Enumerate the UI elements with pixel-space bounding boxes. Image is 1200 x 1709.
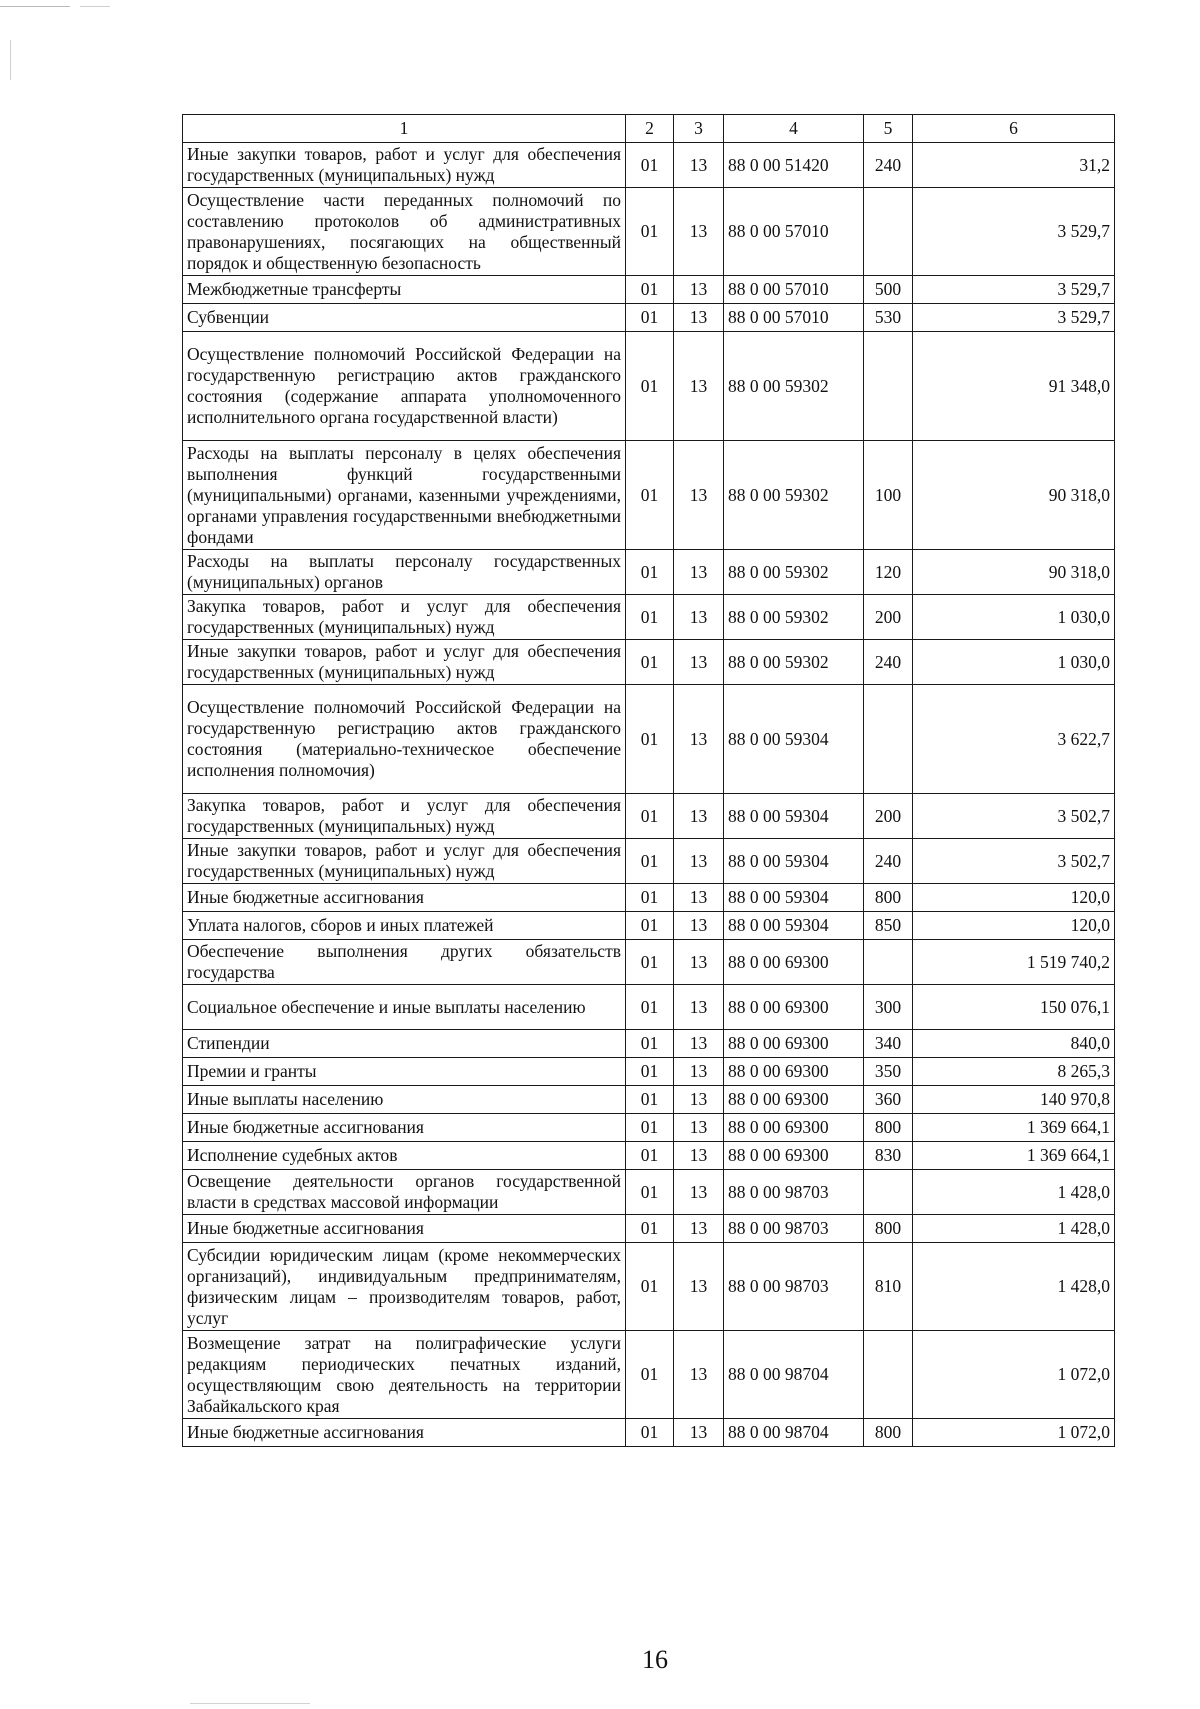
subsection-code: 13 — [674, 1086, 724, 1114]
subsection-code: 13 — [674, 1058, 724, 1086]
table-row — [183, 332, 1115, 441]
column-header: 6 — [913, 115, 1115, 143]
target-article: 88 0 00 98704 — [724, 1419, 864, 1447]
row-name: Иные закупки товаров, работ и услуг для обеспечения государственных (муниципальных) нужд — [183, 839, 626, 884]
row-name: Обеспечение выполнения других обязательств государства — [183, 940, 626, 985]
amount: 840,0 — [913, 1030, 1115, 1058]
section-code: 01 — [626, 1243, 674, 1331]
subsection-code: 13 — [674, 640, 724, 685]
expense-type: 240 — [864, 640, 913, 685]
row-name: Исполнение судебных актов — [183, 1142, 626, 1170]
target-article: 88 0 00 69300 — [724, 940, 864, 985]
target-article: 88 0 00 59302 — [724, 595, 864, 640]
amount: 1 030,0 — [913, 640, 1115, 685]
column-header: 3 — [674, 115, 724, 143]
amount: 1 072,0 — [913, 1419, 1115, 1447]
expense-type: 300 — [864, 985, 913, 1030]
table-row — [183, 550, 1115, 595]
expense-type: 340 — [864, 1030, 913, 1058]
scan-edge-mark — [190, 1703, 310, 1704]
expense-type: 500 — [864, 276, 913, 304]
target-article: 88 0 00 69300 — [724, 1114, 864, 1142]
table-row — [183, 1142, 1115, 1170]
expense-type: 800 — [864, 1215, 913, 1243]
subsection-code: 13 — [674, 685, 724, 794]
table-row — [183, 1114, 1115, 1142]
target-article: 88 0 00 59302 — [724, 332, 864, 441]
table-row — [183, 685, 1115, 794]
expense-type — [864, 685, 913, 794]
section-code: 01 — [626, 685, 674, 794]
row-name: Осуществление полномочий Российской Федерации на государственную регистрацию актов гражданского состояния (материально-техническое обеспечение исполнения полномочия) — [183, 685, 626, 794]
subsection-code: 13 — [674, 985, 724, 1030]
subsection-code: 13 — [674, 441, 724, 550]
section-code: 01 — [626, 441, 674, 550]
section-code: 01 — [626, 1419, 674, 1447]
target-article: 88 0 00 98704 — [724, 1331, 864, 1419]
table-row — [183, 1170, 1115, 1215]
page-number: 16 — [642, 1645, 668, 1674]
row-name: Осуществление полномочий Российской Федерации на государственную регистрацию актов гражданского состояния (содержание аппарата уполномоченного исполнительного органа государственной власти) — [183, 332, 626, 441]
section-code: 01 — [626, 794, 674, 839]
target-article: 88 0 00 69300 — [724, 1030, 864, 1058]
amount: 3 502,7 — [913, 839, 1115, 884]
section-code: 01 — [626, 884, 674, 912]
amount: 31,2 — [913, 143, 1115, 188]
row-name: Осуществление части переданных полномочий по составлению протоколов об административных правонарушениях, посягающих на общественный порядок и общественную безопасность — [183, 188, 626, 276]
section-code: 01 — [626, 839, 674, 884]
target-article: 88 0 00 59302 — [724, 550, 864, 595]
expense-type — [864, 940, 913, 985]
subsection-code: 13 — [674, 1114, 724, 1142]
table-row — [183, 985, 1115, 1030]
amount: 3 502,7 — [913, 794, 1115, 839]
row-name: Иные выплаты населению — [183, 1086, 626, 1114]
target-article: 88 0 00 98703 — [724, 1215, 864, 1243]
table-row — [183, 441, 1115, 550]
table-row — [183, 940, 1115, 985]
table-row — [183, 1331, 1115, 1419]
amount: 3 529,7 — [913, 188, 1115, 276]
expense-type: 530 — [864, 304, 913, 332]
expense-type: 360 — [864, 1086, 913, 1114]
expense-type: 240 — [864, 839, 913, 884]
target-article: 88 0 00 59304 — [724, 884, 864, 912]
table-row — [183, 276, 1115, 304]
target-article: 88 0 00 69300 — [724, 1142, 864, 1170]
section-code: 01 — [626, 595, 674, 640]
target-article: 88 0 00 59304 — [724, 794, 864, 839]
row-name: Иные бюджетные ассигнования — [183, 1114, 626, 1142]
row-name: Стипендии — [183, 1030, 626, 1058]
row-name: Иные бюджетные ассигнования — [183, 1215, 626, 1243]
section-code: 01 — [626, 304, 674, 332]
target-article: 88 0 00 69300 — [724, 985, 864, 1030]
expense-type: 200 — [864, 595, 913, 640]
subsection-code: 13 — [674, 276, 724, 304]
table-header-row — [183, 115, 1115, 143]
amount: 91 348,0 — [913, 332, 1115, 441]
expense-type: 800 — [864, 1419, 913, 1447]
column-header: 4 — [724, 115, 864, 143]
table-row — [183, 912, 1115, 940]
amount: 1 519 740,2 — [913, 940, 1115, 985]
row-name: Иные бюджетные ассигнования — [183, 884, 626, 912]
amount: 120,0 — [913, 912, 1115, 940]
expense-type — [864, 1331, 913, 1419]
row-name: Расходы на выплаты персоналу в целях обеспечения выполнения функций государственными (муниципальными) органами, казенными учреждениями, органами управления государственными внебюджетными фондами — [183, 441, 626, 550]
table-row — [183, 1419, 1115, 1447]
section-code: 01 — [626, 188, 674, 276]
subsection-code: 13 — [674, 1419, 724, 1447]
section-code: 01 — [626, 550, 674, 595]
target-article: 88 0 00 57010 — [724, 276, 864, 304]
table-row — [183, 143, 1115, 188]
row-name: Возмещение затрат на полиграфические услуги редакциям периодических печатных изданий, осуществляющим свою деятельность на территории Забайкальского края — [183, 1331, 626, 1419]
row-name: Закупка товаров, работ и услуг для обеспечения государственных (муниципальных) нужд — [183, 595, 626, 640]
amount: 3 622,7 — [913, 685, 1115, 794]
row-name: Расходы на выплаты персоналу государственных (муниципальных) органов — [183, 550, 626, 595]
scan-edge-mark — [0, 6, 70, 7]
section-code: 01 — [626, 276, 674, 304]
subsection-code: 13 — [674, 940, 724, 985]
expense-type: 800 — [864, 884, 913, 912]
target-article: 88 0 00 59304 — [724, 912, 864, 940]
table-row — [183, 1243, 1115, 1331]
amount: 1 369 664,1 — [913, 1114, 1115, 1142]
table-row — [183, 640, 1115, 685]
subsection-code: 13 — [674, 332, 724, 441]
amount: 3 529,7 — [913, 304, 1115, 332]
subsection-code: 13 — [674, 188, 724, 276]
target-article: 88 0 00 59304 — [724, 839, 864, 884]
amount: 8 265,3 — [913, 1058, 1115, 1086]
section-code: 01 — [626, 640, 674, 685]
subsection-code: 13 — [674, 1030, 724, 1058]
target-article: 88 0 00 98703 — [724, 1243, 864, 1331]
expense-type: 810 — [864, 1243, 913, 1331]
subsection-code: 13 — [674, 550, 724, 595]
subsection-code: 13 — [674, 1142, 724, 1170]
budget-table — [182, 114, 1115, 1447]
section-code: 01 — [626, 940, 674, 985]
section-code: 01 — [626, 143, 674, 188]
table-row — [183, 304, 1115, 332]
column-header: 1 — [183, 115, 626, 143]
expense-type: 120 — [864, 550, 913, 595]
expense-type — [864, 188, 913, 276]
scan-edge-mark — [10, 40, 11, 80]
table-row — [183, 1215, 1115, 1243]
subsection-code: 13 — [674, 143, 724, 188]
subsection-code: 13 — [674, 912, 724, 940]
target-article: 88 0 00 51420 — [724, 143, 864, 188]
table-row — [183, 1030, 1115, 1058]
row-name: Освещение деятельности органов государственной власти в средствах массовой информации — [183, 1170, 626, 1215]
target-article: 88 0 00 59302 — [724, 441, 864, 550]
subsection-code: 13 — [674, 595, 724, 640]
subsection-code: 13 — [674, 1243, 724, 1331]
amount: 90 318,0 — [913, 441, 1115, 550]
expense-type: 200 — [864, 794, 913, 839]
table-row — [183, 884, 1115, 912]
subsection-code: 13 — [674, 1170, 724, 1215]
section-code: 01 — [626, 1215, 674, 1243]
section-code: 01 — [626, 1331, 674, 1419]
amount: 1 369 664,1 — [913, 1142, 1115, 1170]
row-name: Социальное обеспечение и иные выплаты населению — [183, 985, 626, 1030]
amount: 1 030,0 — [913, 595, 1115, 640]
amount: 3 529,7 — [913, 276, 1115, 304]
amount: 1 072,0 — [913, 1331, 1115, 1419]
column-header: 2 — [626, 115, 674, 143]
subsection-code: 13 — [674, 884, 724, 912]
section-code: 01 — [626, 1086, 674, 1114]
target-article: 88 0 00 59304 — [724, 685, 864, 794]
table-row — [183, 188, 1115, 276]
section-code: 01 — [626, 332, 674, 441]
table-row — [183, 794, 1115, 839]
amount: 140 970,8 — [913, 1086, 1115, 1114]
subsection-code: 13 — [674, 839, 724, 884]
row-name: Субсидии юридическим лицам (кроме некоммерческих организаций), индивидуальным предпринимателям, физическим лицам – производителям товаров, работ, услуг — [183, 1243, 626, 1331]
row-name: Межбюджетные трансферты — [183, 276, 626, 304]
section-code: 01 — [626, 1030, 674, 1058]
expense-type: 850 — [864, 912, 913, 940]
table-row — [183, 595, 1115, 640]
subsection-code: 13 — [674, 794, 724, 839]
amount: 1 428,0 — [913, 1170, 1115, 1215]
section-code: 01 — [626, 1170, 674, 1215]
amount: 1 428,0 — [913, 1215, 1115, 1243]
table-row — [183, 1086, 1115, 1114]
table-row — [183, 1058, 1115, 1086]
section-code: 01 — [626, 1114, 674, 1142]
section-code: 01 — [626, 1142, 674, 1170]
scan-edge-mark — [80, 6, 110, 7]
section-code: 01 — [626, 985, 674, 1030]
subsection-code: 13 — [674, 304, 724, 332]
expense-type: 800 — [864, 1114, 913, 1142]
row-name: Закупка товаров, работ и услуг для обеспечения государственных (муниципальных) нужд — [183, 794, 626, 839]
target-article: 88 0 00 98703 — [724, 1170, 864, 1215]
expense-type: 240 — [864, 143, 913, 188]
expense-type — [864, 332, 913, 441]
section-code: 01 — [626, 912, 674, 940]
target-article: 88 0 00 69300 — [724, 1058, 864, 1086]
expense-type: 100 — [864, 441, 913, 550]
target-article: 88 0 00 69300 — [724, 1086, 864, 1114]
expense-type — [864, 1170, 913, 1215]
table-row — [183, 839, 1115, 884]
amount: 150 076,1 — [913, 985, 1115, 1030]
amount: 90 318,0 — [913, 550, 1115, 595]
target-article: 88 0 00 57010 — [724, 304, 864, 332]
amount: 120,0 — [913, 884, 1115, 912]
row-name: Уплата налогов, сборов и иных платежей — [183, 912, 626, 940]
subsection-code: 13 — [674, 1215, 724, 1243]
row-name: Иные закупки товаров, работ и услуг для обеспечения государственных (муниципальных) нужд — [183, 143, 626, 188]
row-name: Иные бюджетные ассигнования — [183, 1419, 626, 1447]
row-name: Субвенции — [183, 304, 626, 332]
column-header: 5 — [864, 115, 913, 143]
amount: 1 428,0 — [913, 1243, 1115, 1331]
expense-type: 350 — [864, 1058, 913, 1086]
target-article: 88 0 00 57010 — [724, 188, 864, 276]
row-name: Премии и гранты — [183, 1058, 626, 1086]
expense-type: 830 — [864, 1142, 913, 1170]
subsection-code: 13 — [674, 1331, 724, 1419]
row-name: Иные закупки товаров, работ и услуг для обеспечения государственных (муниципальных) нужд — [183, 640, 626, 685]
section-code: 01 — [626, 1058, 674, 1086]
target-article: 88 0 00 59302 — [724, 640, 864, 685]
